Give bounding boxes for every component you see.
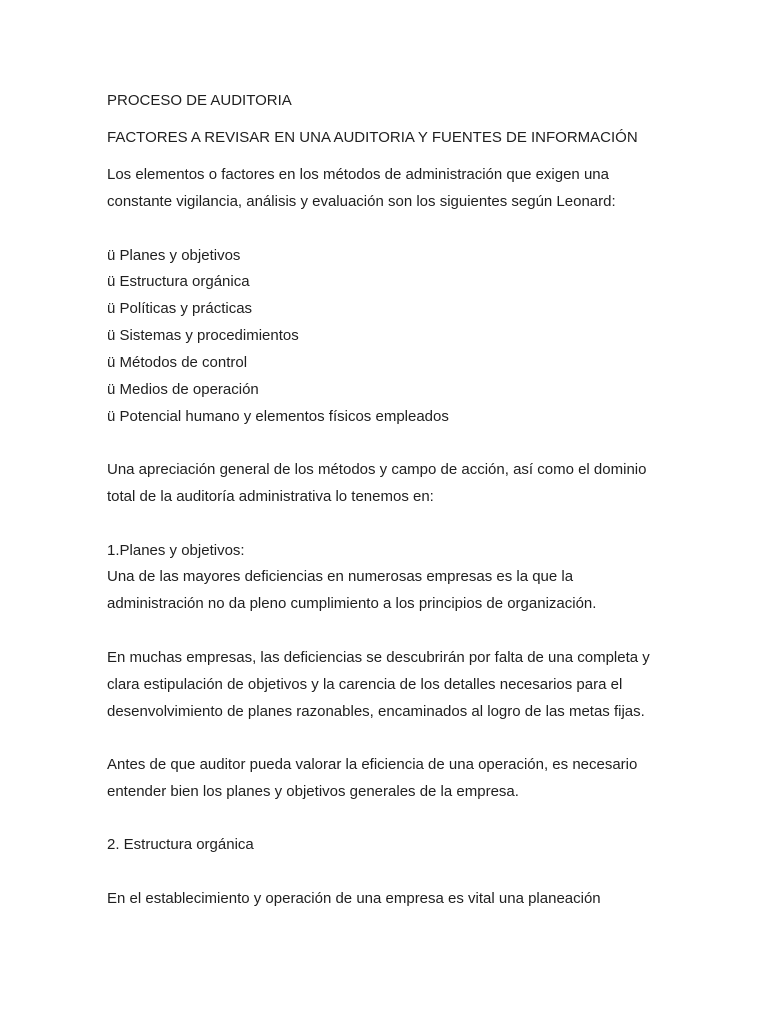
document-title: PROCESO DE AUDITORIA [107, 92, 292, 109]
intro-line-1: Los elementos o factores en los métodos de administración que exigen una [107, 166, 609, 183]
section1-heading: 1.Planes y objetivos: [107, 542, 245, 559]
section2-p1-line-1: En el establecimiento y operación de una empresa es vital una planeación [107, 890, 601, 907]
list-item: ü Potencial humano y elementos físicos empleados [107, 408, 449, 425]
general-line-1: Una apreciación general de los métodos y campo de acción, así como el dominio [107, 461, 647, 478]
list-item: ü Estructura orgánica [107, 273, 250, 290]
document-subtitle: FACTORES A REVISAR EN UNA AUDITORIA Y FUENTES DE INFORMACIÓN [107, 129, 638, 146]
section1-p2-line-2: clara estipulación de objetivos y la carencia de los detalles necesarios para el [107, 676, 623, 693]
section1-p1-line-2: administración no da pleno cumplimiento a los principios de organización. [107, 595, 597, 612]
list-item: ü Métodos de control [107, 354, 248, 371]
list-item: ü Planes y objetivos [107, 247, 241, 264]
intro-line-2: constante vigilancia, análisis y evaluación son los siguientes según Leonard: [107, 193, 616, 210]
document-page [107, 0, 707, 1024]
section1-p2-line-1: En muchas empresas, las deficiencias se descubrirán por falta de una completa y [107, 649, 650, 666]
section1-p2-line-3: desenvolvimiento de planes razonables, encaminados al logro de las metas fijas. [107, 703, 645, 720]
list-item: ü Sistemas y procedimientos [107, 327, 299, 344]
general-line-2: total de la auditoría administrativa lo tenemos en: [107, 488, 434, 505]
list-item: ü Políticas y prácticas [107, 300, 253, 317]
section1-p3-line-1: Antes de que auditor pueda valorar la eficiencia de una operación, es necesario [107, 756, 638, 773]
section1-p3-line-2: entender bien los planes y objetivos generales de la empresa. [107, 783, 519, 800]
list-item: ü Medios de operación [107, 381, 259, 398]
section1-p1-line-1: Una de las mayores deficiencias en numerosas empresas es la que la [107, 568, 574, 585]
section2-heading: 2. Estructura orgánica [107, 836, 254, 853]
